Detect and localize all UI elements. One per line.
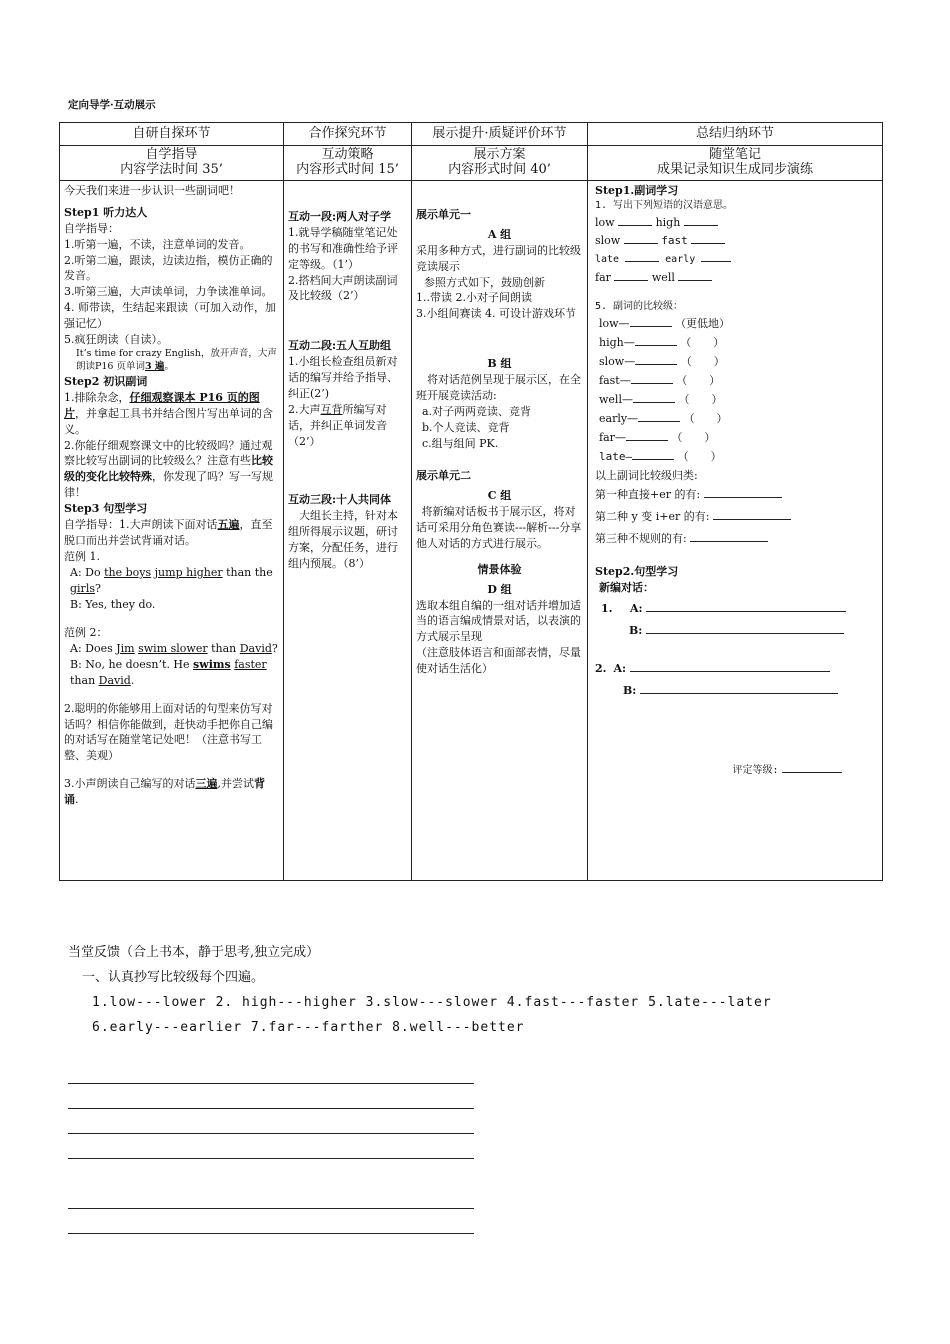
summary-label: 以上副词比较级归类: [595, 469, 698, 483]
rule-row [595, 506, 878, 528]
hint-blank: （ ） [671, 431, 716, 445]
text-emph: 比较级的变化比较特殊 [64, 454, 273, 484]
step1-item: 4. 师带读，生结起来跟读（可加入动作，加强记忆） [64, 301, 276, 331]
example2-label: 范例 2： [64, 625, 108, 639]
crazy-count: 3 遍 [145, 360, 165, 372]
segment1-title: 互动一段:两人对子学 [288, 209, 392, 223]
step3-guide [64, 517, 279, 549]
grade-row [595, 762, 878, 779]
dialog-line-b [595, 620, 878, 642]
feedback-instruction: 一、认真抄写比较级每个四遍。 [82, 970, 265, 985]
answer-blank[interactable] [626, 430, 668, 441]
text-emph: 仔细观察课本 P16 页的图片 [64, 390, 260, 420]
hint-blank: （ ） [678, 393, 723, 407]
comparative-word: well— [599, 393, 633, 407]
self-study-cell [60, 180, 284, 880]
text-underlined: faster [234, 657, 267, 671]
word: well [651, 270, 675, 284]
speaker-a: A: [613, 661, 627, 675]
crazy-english-note [64, 348, 279, 374]
subheader-line: 随堂笔记 [708, 146, 761, 162]
text: ，你发现了吗？写一写规律！ [64, 470, 273, 500]
text: 3.小声朗读自己编写的对话 [64, 777, 196, 791]
speaker-b: B: [629, 623, 643, 637]
grade-label: 评定等级: [732, 764, 779, 776]
speaker-a: A: [629, 601, 643, 615]
step1-item: 2.听第二遍，跟读，边读边指，模仿正确的发音。 [64, 253, 273, 283]
segment3-title: 互动三段:十人共同体 [288, 492, 392, 506]
subheader-line: 内容形式时间 40’ [448, 161, 551, 177]
word: early [665, 254, 696, 266]
group-b-item: c.组与组间 PK. [422, 437, 499, 451]
example1-a [64, 565, 279, 597]
hint-blank: （ ） [683, 412, 728, 426]
text-emph: 背诵 [64, 777, 265, 807]
text: 自学指导：1.大声朗读下面对话 [64, 518, 218, 532]
pair-row [595, 233, 878, 249]
header-col3: 展示提升·质疑评价环节 [412, 123, 588, 146]
text: 所编写对话，并纠正单词发音（2’） [288, 403, 387, 449]
answer-blank[interactable] [625, 251, 659, 262]
subheader-line: 内容学法时间 35’ [120, 161, 223, 177]
content-row [60, 180, 883, 880]
answer-blank[interactable] [690, 531, 768, 542]
step1-heading: Step1 听力达人 [64, 205, 148, 219]
writing-line[interactable] [68, 1158, 474, 1159]
cooperation-cell [284, 180, 412, 880]
comparative-word: far— [599, 431, 626, 445]
comparative-list [595, 314, 878, 466]
writing-line[interactable] [68, 1108, 474, 1109]
example1-label: 范例 1. [64, 550, 100, 564]
header-col4: 总结归纳环节 [588, 123, 883, 146]
dialog-blank[interactable] [640, 683, 838, 694]
unit1-title: 展示单元一 [416, 207, 471, 221]
step2-heading: Step2 初识副词 [64, 374, 148, 388]
feedback-section [68, 940, 772, 1040]
text: than the [222, 566, 273, 580]
step3-heading: Step3 句型学习 [64, 502, 148, 516]
pair-row [595, 215, 878, 231]
dialog-line-a [595, 598, 878, 620]
text: . [130, 673, 135, 687]
dialog-number: 2. [595, 661, 607, 675]
text: 2.大声 [288, 403, 321, 417]
header-row [60, 123, 883, 146]
pair-row [595, 270, 878, 286]
example2-b [64, 657, 279, 689]
segment1-item: 2.搭档间大声朗读副词及比较级（2’） [288, 273, 398, 303]
rule-row [595, 484, 878, 506]
subheader-line: 内容形式时间 15’ [296, 161, 399, 177]
comparative-row [599, 428, 878, 447]
group-a-method: 1..带读 2.小对子间朗读 [416, 291, 532, 305]
text: ，并拿起工具书并结合图片写出单词的含义。 [64, 406, 273, 436]
writing-line[interactable] [68, 1083, 474, 1084]
step1-item: 5.疯狂朗读（自读）。 [64, 333, 168, 347]
step3-item3 [64, 776, 279, 808]
answer-blank[interactable] [632, 449, 674, 460]
text: A: Does [70, 641, 117, 655]
answer-blank[interactable] [635, 354, 677, 365]
hint-blank: （ ） [676, 374, 721, 388]
answer-blank[interactable] [614, 270, 648, 281]
answer-blank[interactable] [684, 215, 718, 226]
group-b-label: B 组 [487, 357, 512, 371]
answer-blank[interactable] [630, 316, 672, 327]
question5: 5. 副词的比较级： [595, 300, 684, 312]
crazy-text: It’s time for crazy English，放开声音，大声朗读P16 页单词 [76, 348, 277, 372]
text-underlined: David [239, 641, 272, 655]
segment2-item: 1.小组长检查组员新对话的编写并给予指导、纠正(2’) [288, 355, 398, 401]
guide-label: 自学指导： [64, 221, 119, 235]
subheader-line: 成果记录知识生成同步演练 [656, 161, 813, 177]
dialog-line-a [595, 658, 878, 680]
dialog-2 [595, 658, 878, 702]
group-a-method: 3.小组间赛读 4. 可设计游戏环节 [416, 307, 576, 321]
hint: （更低地） [675, 317, 731, 331]
answer-blank[interactable] [633, 392, 675, 403]
writing-line[interactable] [68, 1208, 474, 1209]
text: than [70, 673, 99, 687]
lesson-table [59, 122, 883, 881]
subheader-line: 自学指导 [145, 146, 198, 162]
dialog-line-b [595, 680, 878, 702]
page-title: 定向导学·互动展示 [68, 99, 156, 111]
group-c-label: C 组 [487, 488, 512, 502]
crazy-end: 。 [164, 360, 174, 372]
text: 2.你能仔细观察课文中的比较级吗？通过观察比较写出副词的比较级么？注意有些 [64, 438, 273, 468]
word: far [595, 270, 611, 284]
comparative-word: early— [599, 412, 639, 426]
subheader-col2 [284, 145, 412, 180]
feedback-words-1: 1.low---lower 2. high---higher 3.slow---slower 4.fast---faster 5.late---later [92, 995, 772, 1010]
group-b-item: b.个人竞读、竞背 [422, 421, 510, 435]
comparative-row [599, 390, 878, 409]
text-underlined: jump higher [154, 566, 223, 580]
group-d-label: D 组 [487, 582, 512, 596]
text: than [207, 641, 240, 655]
dialog-1 [595, 598, 878, 642]
text-underlined: girls [70, 581, 95, 595]
comparative-word: high— [599, 336, 635, 350]
hint-blank: （ ） [680, 355, 725, 369]
answer-blank[interactable] [635, 335, 677, 346]
hint-blank: （ ） [677, 450, 722, 464]
unit2-title: 展示单元二 [416, 468, 471, 482]
step2-item [64, 390, 279, 438]
group-c-text: 将新编对话板书于展示区，将对话可采用分角色赛读---解析---分享他人对话的方式进行展示。 [416, 504, 582, 550]
subheader-col4 [588, 145, 883, 180]
text-underlined: 互背 [320, 403, 343, 417]
notes-step1-heading: Step1.副词学习 [595, 183, 679, 197]
comparative-row [599, 314, 878, 333]
dialog-number: 1. [601, 601, 613, 615]
segment2-item [288, 402, 407, 450]
text-underlined: swims [193, 657, 231, 671]
group-a-ref: 参照方式如下，鼓励创新 [424, 275, 545, 289]
notes-step2-heading: Step2.句型学习 [595, 564, 679, 578]
scene-title: 情景体验 [477, 562, 522, 576]
comparative-row [599, 447, 878, 466]
answer-blank[interactable] [624, 233, 658, 244]
subheader-line: 展示方案 [473, 146, 526, 162]
word: fast [661, 234, 688, 248]
word: late [595, 254, 620, 266]
text: 1.排除杂念， [64, 390, 130, 404]
rule-text: 第三种不规则的有: [595, 531, 687, 545]
comparative-row [599, 352, 878, 371]
text: ? [94, 581, 101, 595]
step3-item2: 2.聪明的你能够用上面对话的句型来仿写对话吗？相信你能做到，赶快动手把你自己编的对话写在随堂笔记处吧！（注意书写工整、美观） [64, 701, 273, 763]
text-underlined: Jim [116, 641, 135, 655]
writing-line[interactable] [68, 1233, 474, 1234]
answer-blank[interactable] [631, 373, 673, 384]
subheader-line: 互动策略 [321, 146, 374, 162]
segment3-text: 大组长主持，针对本组所得展示议题，研讨方案，分配任务，进行组内预展。（8’） [288, 508, 398, 570]
dialog-blank[interactable] [646, 601, 846, 612]
group-a-text: 采用多种方式，进行副词的比较级竞读展示 [416, 243, 581, 273]
dialog-blank[interactable] [630, 661, 830, 672]
subheader-col3 [412, 145, 588, 180]
answer-blank[interactable] [704, 487, 782, 498]
group-a-label: A 组 [487, 227, 512, 241]
text: B: No, he doesn’t. He [70, 657, 194, 671]
comparative-row [599, 371, 878, 390]
step1-item: 1.听第一遍，不读，注意单词的发音。 [64, 237, 251, 251]
segment1-item: 1.就导学稿随堂笔记处的书写和准确性给予评定等级。（1’） [288, 225, 398, 271]
comparative-word: low— [599, 317, 630, 331]
answer-blank[interactable] [701, 251, 731, 262]
text-emph: 五遍 [217, 518, 240, 532]
text: . [75, 793, 79, 807]
example2-a [64, 641, 279, 657]
subheader-row [60, 145, 883, 180]
header-col1: 自研自探环节 [60, 123, 284, 146]
writing-line[interactable] [68, 1133, 474, 1134]
pair-row [595, 251, 878, 268]
answer-blank[interactable] [691, 233, 725, 244]
comparative-word: slow— [599, 355, 636, 369]
grade-blank[interactable] [782, 762, 842, 773]
group-b-item: a.对子两两竞读、竞背 [422, 405, 532, 419]
subheader-col1 [60, 145, 284, 180]
word: high [655, 216, 681, 230]
intro-text: 今天我们来进一步认识一些副词吧！ [64, 183, 240, 197]
text-emph: 三遍 [195, 777, 218, 791]
segment2-title: 互动二段:五人互助组 [288, 339, 392, 353]
example1-b: B: Yes, they do. [70, 597, 156, 611]
rule-text: 第一种直接+er 的有: [595, 487, 701, 501]
comparative-row [599, 409, 878, 428]
step1-item: 3.听第三遍，大声读单词，力争读准单词。 [64, 285, 273, 299]
group-b-text: 将对话范例呈现于展示区，在全班开展竞读活动: [416, 373, 581, 403]
dialog-blank[interactable] [646, 623, 844, 634]
group-d-note: （注意肢体语言和面部表情，尽量使对话生活化） [416, 646, 581, 676]
comparative-word: fast— [599, 374, 631, 388]
header-col2: 合作探究环节 [284, 123, 412, 146]
answer-blank[interactable] [638, 411, 680, 422]
rule-row [595, 528, 878, 550]
comparative-row [599, 333, 878, 352]
text: ,并尝试 [217, 777, 254, 791]
rule-text: 第二种 y 变 i+er 的有: [595, 509, 710, 523]
text: ，直至脱口而出并尝试背诵对话。 [64, 518, 273, 548]
step2-item [64, 438, 279, 502]
comparative-word: late— [599, 450, 633, 464]
text-underlined: the boys [104, 566, 152, 580]
hint-blank: （ ） [680, 336, 725, 350]
text-underlined: swim slower [138, 641, 208, 655]
answer-blank[interactable] [713, 509, 791, 520]
new-dialog-label: 新编对话： [599, 580, 654, 594]
group-d-text: 选取本组自编的一组对话并增加适当的语言编成情景对话，以表演的方式展示呈现 [416, 598, 581, 644]
feedback-words-2: 6.early---earlier 7.far---farther 8.well---better [92, 1020, 525, 1035]
text: ? [271, 641, 278, 655]
answer-blank[interactable] [618, 215, 652, 226]
answer-blank[interactable] [678, 270, 712, 281]
word: slow [595, 234, 621, 248]
text: A: Do [70, 566, 105, 580]
question1: 1. 写出下列短语的汉语意思。 [595, 199, 734, 211]
feedback-title: 当堂反馈（合上书本，静于思考,独立完成） [68, 945, 320, 960]
presentation-cell [412, 180, 588, 880]
word: low [595, 216, 615, 230]
text-underlined: David [98, 673, 131, 687]
notes-cell [588, 180, 883, 880]
speaker-b: B: [623, 683, 637, 697]
